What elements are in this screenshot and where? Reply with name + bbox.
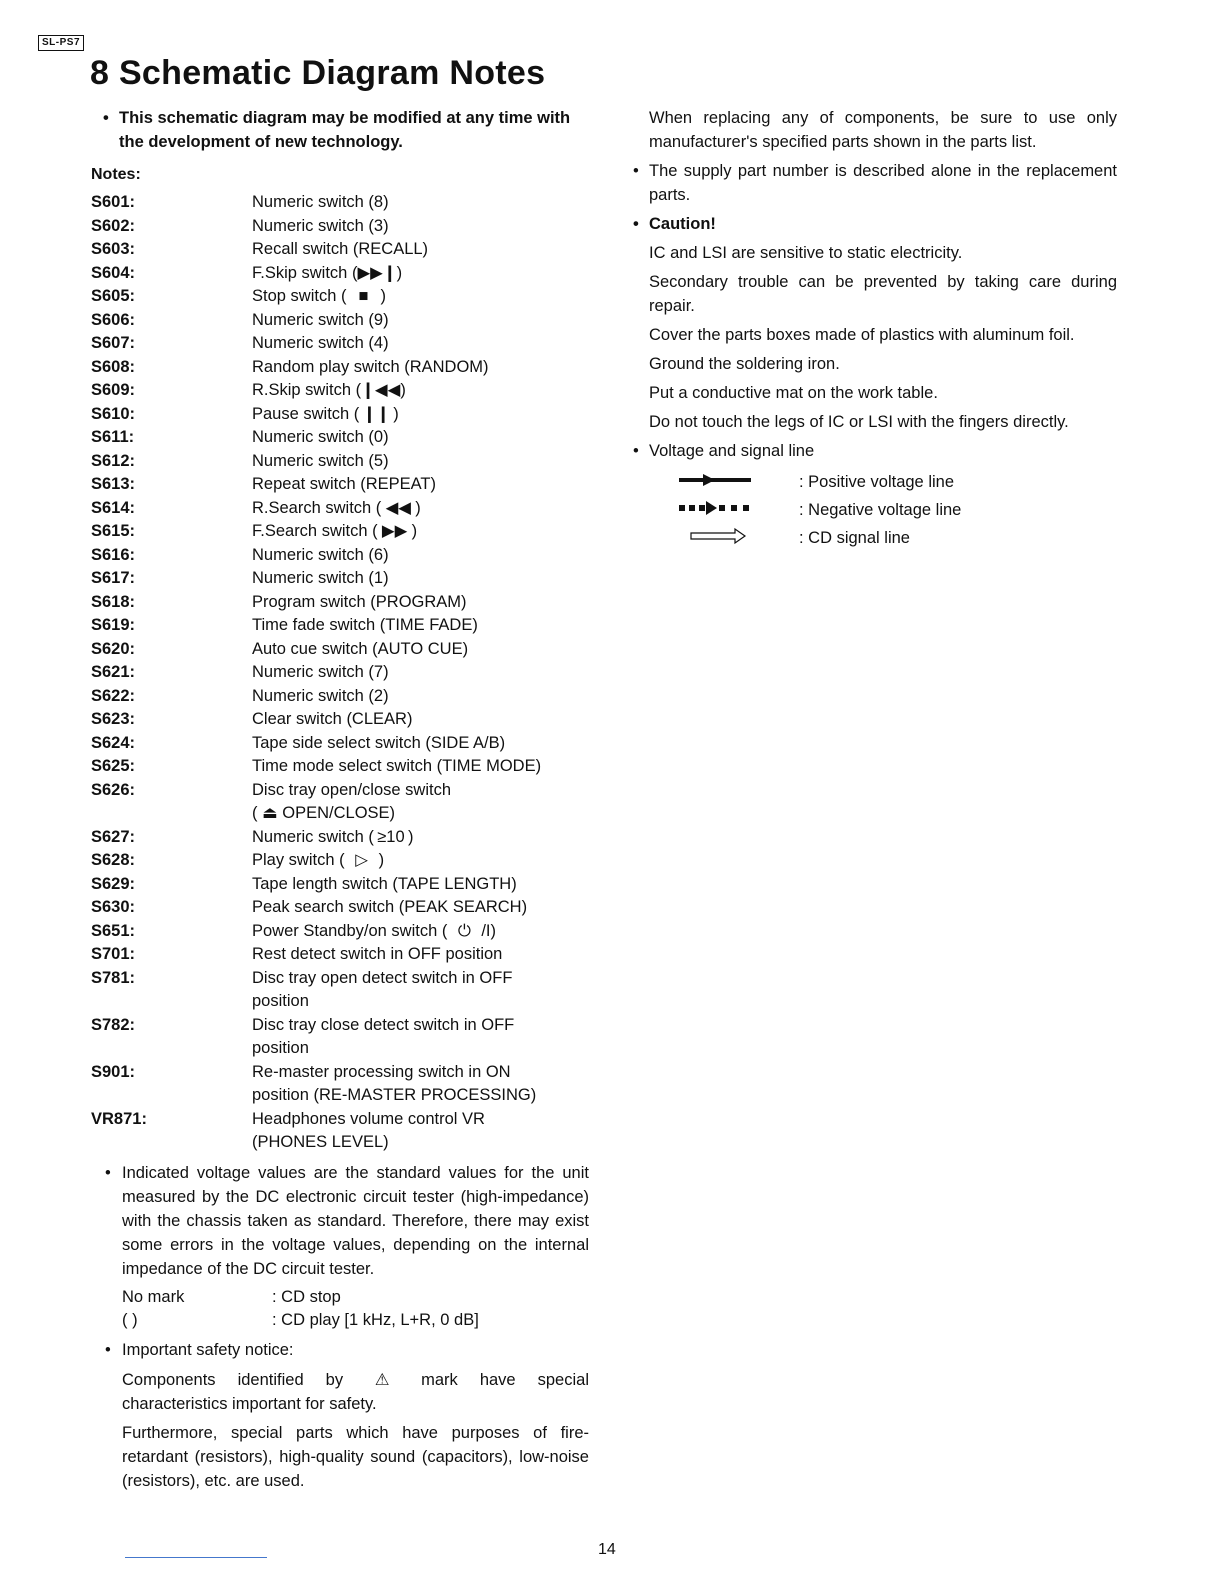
legend-negative — [633, 496, 1117, 524]
switch-desc-text: Tape side select switch (SIDE A/B) — [252, 733, 506, 752]
switch-desc-text: Program switch (PROGRAM) — [252, 592, 467, 611]
voltage-signal-title: Voltage and signal line — [649, 442, 815, 460]
switch-desc-text: Headphones volume control VR — [252, 1109, 485, 1128]
switch-description — [252, 309, 589, 333]
mark-key: No mark — [122, 1287, 185, 1306]
switch-id: S604: — [91, 263, 136, 282]
switch-id: S611: — [91, 428, 135, 446]
switch-desc-text: Disc tray open detect switch in OFF — [252, 968, 513, 987]
switch-desc-text: Power Standby/on switch ( — [252, 921, 448, 940]
switch-row — [91, 849, 589, 873]
switch-id: S701: — [91, 945, 136, 963]
switch-row — [91, 356, 589, 380]
switch-desc-text: Numeric switch (3) — [252, 216, 389, 235]
switch-id: S628: — [91, 851, 136, 869]
switch-description — [252, 920, 589, 944]
switch-id: S624: — [91, 733, 136, 752]
switch-row — [91, 473, 589, 497]
page-title: 8 Schematic Diagram Notes — [90, 54, 546, 92]
bullet-icon: • — [105, 1163, 111, 1182]
switch-row — [91, 1061, 589, 1108]
switch-desc-text: ) — [378, 851, 385, 869]
switch-id: S615: — [91, 522, 136, 540]
switch-description — [252, 403, 589, 427]
switch-row — [91, 920, 589, 944]
bullet-icon: • — [633, 215, 639, 233]
switch-description — [252, 967, 589, 1014]
bullet-icon: • — [633, 442, 639, 460]
switch-row — [91, 497, 589, 521]
switch-desc-text: ) — [393, 404, 399, 423]
switch-description — [252, 896, 589, 920]
switch-desc-text: Numeric switch (8) — [252, 193, 389, 211]
voltage-note-text: Indicated voltage values are the standard values for the unit measured by the DC electronic circuit tester (high-impedance) with the chassis taken as standard. Therefore, there may exist some errors in the voltage values, depending on the internal impedance of the DC circuit tester. — [122, 1163, 589, 1278]
switch-symbol-icon: ▷ — [355, 851, 368, 869]
switch-row — [91, 238, 589, 262]
switch-row — [91, 614, 589, 638]
switch-desc-text: Peak search switch (PEAK SEARCH) — [252, 898, 528, 916]
switch-description — [252, 191, 589, 215]
switch-desc-text: F.Search switch ( — [252, 522, 378, 540]
switch-row — [91, 943, 589, 967]
switch-row — [91, 755, 589, 779]
mark-key: ( ) — [122, 1311, 138, 1329]
switch-row — [91, 826, 589, 850]
supply-part-text: The supply part number is described alone in the replacement parts. — [649, 162, 1117, 204]
mark-value: : CD stop — [272, 1287, 341, 1306]
switch-description — [252, 215, 589, 239]
switch-id: S609: — [91, 381, 136, 399]
mark-table — [105, 1286, 589, 1333]
switch-id: S651: — [91, 921, 136, 940]
switch-id: VR871: — [91, 1109, 147, 1128]
switch-desc-text: Numeric switch (4) — [252, 334, 389, 352]
switch-desc-text: Numeric switch ( — [252, 827, 374, 846]
switch-symbol-icon: ▶▶❙ — [357, 263, 397, 282]
switch-desc-text: Tape length switch (TAPE LENGTH) — [252, 874, 517, 893]
switch-desc-text: ) — [400, 381, 406, 399]
caution-line: Secondary trouble can be prevented by taking care during repair. — [649, 273, 1117, 315]
switch-description — [252, 379, 589, 403]
switch-desc-text: Disc tray open/close switch — [252, 780, 451, 799]
switch-row — [91, 379, 589, 403]
switch-row — [91, 450, 589, 474]
switch-id: S616: — [91, 545, 136, 564]
switch-description — [252, 826, 589, 850]
positive-line-icon — [675, 473, 755, 487]
legend-positive — [633, 468, 1117, 496]
switch-row — [91, 661, 589, 685]
switch-id: S612: — [91, 451, 136, 470]
cd-signal-line-icon — [675, 526, 755, 546]
switch-description — [252, 520, 589, 544]
switch-desc-text: Play switch ( — [252, 851, 345, 869]
switch-description — [252, 1061, 589, 1108]
switch-desc-text: Numeric switch (5) — [252, 451, 389, 470]
switch-desc-text: Pause switch ( — [252, 404, 360, 423]
switch-desc-text: Disc tray close detect switch in OFF — [252, 1015, 515, 1034]
switch-description — [252, 426, 589, 450]
switch-desc-text: Numeric switch (7) — [252, 663, 389, 681]
switch-desc-text: Re-master processing switch in ON — [252, 1062, 511, 1081]
switch-id: S606: — [91, 310, 136, 329]
switch-row — [91, 544, 589, 568]
switch-desc-text: Rest detect switch in OFF position — [252, 945, 503, 963]
switch-description — [252, 332, 589, 356]
switch-symbol-icon: ⏻ — [457, 921, 471, 940]
switch-description — [252, 873, 589, 897]
switch-id: S621: — [91, 663, 136, 681]
model-tag: SL-PS7 — [38, 35, 84, 51]
switch-desc-text: Stop switch ( — [252, 287, 347, 305]
switch-desc-text: position (RE-MASTER PROCESSING) — [252, 1086, 537, 1104]
mark-row — [122, 1286, 589, 1310]
warning-triangle-icon: ⚠ — [374, 1370, 390, 1389]
legend-label: : CD signal line — [799, 528, 910, 547]
switch-desc-text: position — [252, 1039, 309, 1057]
switch-id: S610: — [91, 404, 136, 423]
switch-id: S625: — [91, 757, 136, 775]
notes-title: Notes: — [91, 166, 141, 183]
switch-id: S601: — [91, 193, 136, 211]
switch-description — [252, 238, 589, 262]
switch-description — [252, 708, 589, 732]
switch-id: S629: — [91, 874, 136, 893]
replacement-note: When replacing any of components, be sure to use only manufacturer's specified parts shown in the parts list. — [649, 109, 1117, 151]
legend-label: : Negative voltage line — [799, 500, 962, 519]
switch-row — [91, 332, 589, 356]
switch-desc-text: position — [252, 992, 309, 1010]
switch-id: S619: — [91, 616, 136, 634]
legend-cd-signal — [633, 524, 1117, 552]
supply-part-note — [633, 159, 1117, 207]
switch-row — [91, 285, 589, 309]
switch-symbol-icon: ❙◀◀ — [361, 381, 401, 399]
switch-row — [91, 520, 589, 544]
switch-row — [91, 191, 589, 215]
switch-desc-text: F.Skip switch ( — [252, 263, 358, 282]
switch-description — [252, 567, 589, 591]
caution-title: Caution! — [649, 215, 716, 233]
switch-description — [252, 661, 589, 685]
switch-description — [252, 473, 589, 497]
switch-desc-text: Random play switch (RANDOM) — [252, 357, 489, 376]
switch-row — [91, 896, 589, 920]
switch-desc-text: Recall switch (RECALL) — [252, 240, 429, 258]
switch-symbol-icon: ≥10 — [377, 827, 405, 846]
switch-desc-text: ) — [411, 522, 418, 540]
page-number: 14 — [598, 1541, 616, 1558]
caution-line: IC and LSI are sensitive to static electricity. — [649, 244, 963, 262]
switch-description — [252, 638, 589, 662]
legend-label: : Positive voltage line — [799, 472, 955, 491]
switch-desc-text: ) — [380, 287, 386, 305]
switch-id: S622: — [91, 686, 136, 705]
switch-description — [252, 779, 589, 826]
switch-description — [252, 732, 589, 756]
switch-row — [91, 1014, 589, 1061]
right-column — [633, 106, 1117, 552]
switch-description — [252, 685, 589, 709]
switch-description — [252, 943, 589, 967]
switch-description — [252, 1108, 589, 1155]
switch-id: S627: — [91, 827, 136, 846]
bullet-icon: • — [105, 1340, 111, 1359]
switch-id: S607: — [91, 334, 136, 352]
voltage-note — [105, 1161, 589, 1281]
switch-description — [252, 262, 589, 286]
switch-desc-text: Clear switch (CLEAR) — [252, 710, 413, 728]
switch-id: S782: — [91, 1015, 136, 1034]
switch-row — [91, 567, 589, 591]
switch-description — [252, 614, 589, 638]
switch-id: S608: — [91, 357, 136, 376]
switch-row — [91, 732, 589, 756]
switch-desc-text: Numeric switch (9) — [252, 310, 389, 329]
switch-desc-text: Numeric switch (2) — [252, 686, 389, 705]
switch-description — [252, 544, 589, 568]
switch-desc-text: Numeric switch (6) — [252, 545, 389, 564]
switch-description — [252, 450, 589, 474]
safety-notice — [105, 1338, 589, 1362]
switch-row — [91, 873, 589, 897]
switch-symbol-icon: ◀◀ — [385, 498, 411, 517]
switch-desc-text: ) — [396, 263, 403, 282]
switch-list — [91, 191, 589, 1155]
switch-row — [91, 1108, 589, 1155]
bullet-icon: • — [633, 162, 639, 180]
caution-line: Cover the parts boxes made of plastics with aluminum foil. — [649, 326, 1075, 344]
switch-id: S617: — [91, 569, 136, 587]
switch-symbol-icon: ■ — [358, 287, 369, 305]
switch-description — [252, 755, 589, 779]
negative-line-icon — [675, 501, 755, 515]
caution-line: Do not touch the legs of IC or LSI with the fingers directly. — [649, 413, 1069, 431]
switch-row — [91, 426, 589, 450]
switch-description — [252, 497, 589, 521]
switch-id: S623: — [91, 710, 136, 728]
switch-desc-text: R.Skip switch ( — [252, 381, 362, 399]
switch-description — [252, 356, 589, 380]
switch-id: S613: — [91, 475, 136, 493]
switch-row — [91, 638, 589, 662]
switch-desc-text: R.Search switch ( — [252, 498, 382, 517]
switch-row — [91, 215, 589, 239]
switch-row — [91, 591, 589, 615]
switch-desc-text: Auto cue switch (AUTO CUE) — [252, 639, 469, 658]
safety-text-post: mark have special characteristics important for safety. — [122, 1370, 589, 1413]
safety-paragraph-1 — [105, 1368, 589, 1416]
switch-description — [252, 285, 589, 309]
switch-row — [91, 685, 589, 709]
switch-row — [91, 708, 589, 732]
switch-row — [91, 403, 589, 427]
safety-text-pre: Components identified by — [122, 1370, 344, 1389]
caution-heading — [633, 212, 1117, 236]
switch-row — [91, 309, 589, 333]
caution-line: Put a conductive mat on the work table. — [649, 384, 938, 402]
switch-desc-text: Time fade switch (TIME FADE) — [252, 616, 478, 634]
switch-desc-text: ) — [407, 827, 414, 846]
switch-description — [252, 1014, 589, 1061]
switch-symbol-icon: ▶▶ — [381, 522, 408, 540]
switch-description — [252, 849, 589, 873]
switch-desc-text: Numeric switch (1) — [252, 569, 389, 587]
switch-id: S630: — [91, 898, 136, 916]
switch-desc-text: ) — [415, 498, 421, 517]
switch-desc-text: /I) — [481, 921, 497, 940]
caution-line: Ground the soldering iron. — [649, 355, 840, 373]
switch-description — [252, 591, 589, 615]
switch-id: S605: — [91, 287, 136, 305]
mark-value: : CD play [1 kHz, L+R, 0 dB] — [272, 1311, 479, 1329]
switch-desc-text: Repeat switch (REPEAT) — [252, 475, 436, 493]
switch-desc-text: Numeric switch (0) — [252, 428, 389, 446]
safety-paragraph-2: Furthermore, special parts which have purposes of fire-retardant (resistors), high-quality sound (capacitors), low-noise (resistors), etc. are used. — [122, 1423, 589, 1490]
safety-title: Important safety notice: — [122, 1340, 294, 1359]
switch-row — [91, 779, 589, 826]
switch-row — [91, 967, 589, 1014]
left-column — [91, 106, 589, 1493]
switch-id: S781: — [91, 968, 136, 987]
switch-desc-text: (PHONES LEVEL) — [252, 1133, 389, 1151]
switch-id: S901: — [91, 1062, 136, 1081]
switch-desc-text: ( ⏏ OPEN/CLOSE) — [252, 804, 396, 822]
bullet-icon: • — [103, 109, 109, 127]
switch-id: S602: — [91, 216, 136, 235]
switch-id: S620: — [91, 639, 136, 658]
voltage-signal-heading — [633, 439, 1117, 463]
switch-id: S603: — [91, 240, 136, 258]
switch-id: S626: — [91, 780, 136, 799]
footer-rule — [125, 1557, 267, 1558]
voltage-notes — [105, 1161, 589, 1493]
switch-desc-text: Time mode select switch (TIME MODE) — [252, 757, 542, 775]
switch-id: S618: — [91, 592, 136, 611]
switch-symbol-icon: ❙❙ — [362, 404, 391, 423]
switch-row — [91, 262, 589, 286]
intro-text: This schematic diagram may be modified at any time with the development of new technology. — [119, 109, 571, 151]
switch-id: S614: — [91, 498, 136, 517]
intro-note — [91, 106, 589, 154]
mark-row — [122, 1309, 589, 1333]
